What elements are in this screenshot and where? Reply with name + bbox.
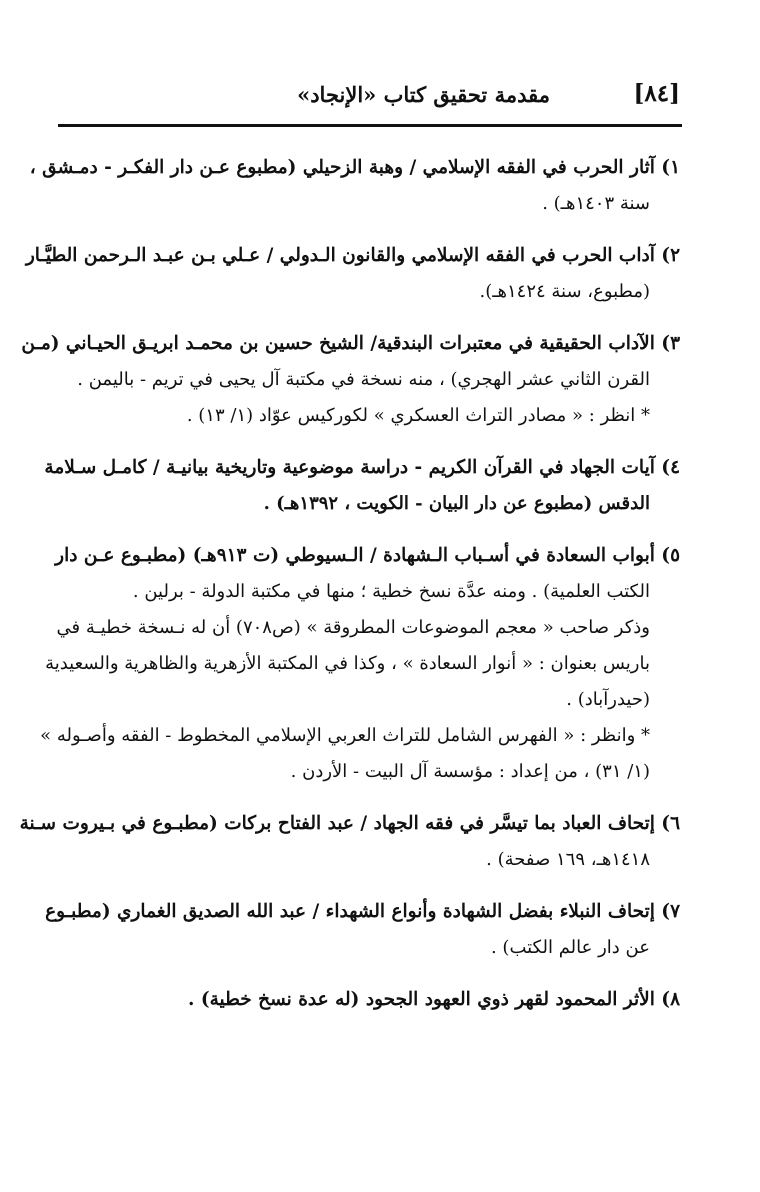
bibliography-entry-5	[40, 538, 680, 790]
running-title: مقدمة تحقيق كتاب «الإنجاد»	[297, 82, 550, 107]
entry-line: ١) آثار الحرب في الفقه الإسلامي / وهبة الزحيلي (مطبوع عـن دار الفكـر - دمـشق ،	[29, 157, 680, 178]
entry-line: (١/ ٣١) ، من إعداد : مؤسسة آل البيت - الأردن .	[290, 761, 650, 782]
entry-note: * انظر : « مصادر التراث العسكري » لكوركيس عوّاد (١/ ١٣) .	[186, 405, 650, 426]
bibliography-entry-4	[44, 450, 680, 522]
entry-line: ١٤١٨هـ، ١٦٩ صفحة) .	[486, 849, 650, 870]
entry-line: ٢) آداب الحرب في الفقه الإسلامي والقانون الـدولي / عـلي بـن عبـد الـرحمن الطيَّـار	[25, 245, 680, 266]
entry-line: باريس بعنوان : « أنوار السعادة » ، وكذا في المكتبة الأزهرية والظاهرية والسعيدية	[45, 653, 650, 674]
entry-line: ٦) إتحاف العباد بما تيسَّر في فقه الجهاد / عبد الفتاح بركات (مطبـوع في بـيروت سـنة	[19, 813, 680, 834]
entry-note: * وانظر : « الفهرس الشامل للتراث العربي الإسلامي المخطوط - الفقه وأصـوله »	[40, 725, 650, 746]
bibliography-entry-7	[45, 894, 680, 966]
entry-line: القرن الثاني عشر الهجري) ، منه نسخة في مكتبة آل يحيى في تريم - باليمن .	[77, 369, 650, 390]
bibliography-entry-2	[25, 238, 680, 310]
bibliography-entry-1	[29, 150, 680, 222]
bibliography-list	[19, 150, 680, 1034]
entry-line: ٨) الأثر المحمود لقهر ذوي العهود الجحود (له عدة نسخ خطية) .	[187, 989, 680, 1010]
header-divider	[58, 124, 682, 127]
entry-line: سنة ١٤٠٣هـ) .	[542, 193, 650, 214]
entry-line: ٥) أبواب السعادة في أسـباب الـشهادة / الـسيوطي (ت ٩١٣هـ) (مطبـوع عـن دار	[55, 545, 680, 566]
entry-line: الكتب العلمية) . ومنه عدَّة نسخ خطية ؛ منها في مكتبة الدولة - برلين .	[132, 581, 650, 602]
bibliography-entry-8	[74, 982, 680, 1018]
entry-line: ٤) آيات الجهاد في القرآن الكريم - دراسة موضوعية وتاريخية بيانيـة / كامـل سـلامة	[44, 457, 680, 478]
entry-line: ٧) إتحاف النبلاء بفضل الشهادة وأنواع الشهداء / عبد الله الصديق الغماري (مطبـوع	[45, 901, 680, 922]
bibliography-entry-6	[19, 806, 680, 878]
entry-line: (مطبوع، سنة ١٤٢٤هـ).	[479, 281, 650, 302]
entry-line: الدقس (مطبوع عن دار البيان - الكويت ، ١٣٩٢هـ) .	[263, 493, 650, 514]
page-header	[58, 78, 680, 118]
bibliography-entry-3	[21, 326, 680, 434]
page-number: [٨٤]	[633, 80, 680, 107]
entry-line: عن دار عالم الكتب) .	[490, 937, 650, 958]
entry-line: ٣) الآداب الحقيقية في معتبرات البندقية/ الشيخ حسين بن محمـد ابريـق الحيـاني (مـن	[21, 333, 680, 354]
entry-line: وذكر صاحب « معجم الموضوعات المطروقة » (ص٧٠٨) أن له نـسخة خطيـة في	[56, 617, 650, 638]
entry-line: (حيدرآباد) .	[566, 689, 650, 710]
